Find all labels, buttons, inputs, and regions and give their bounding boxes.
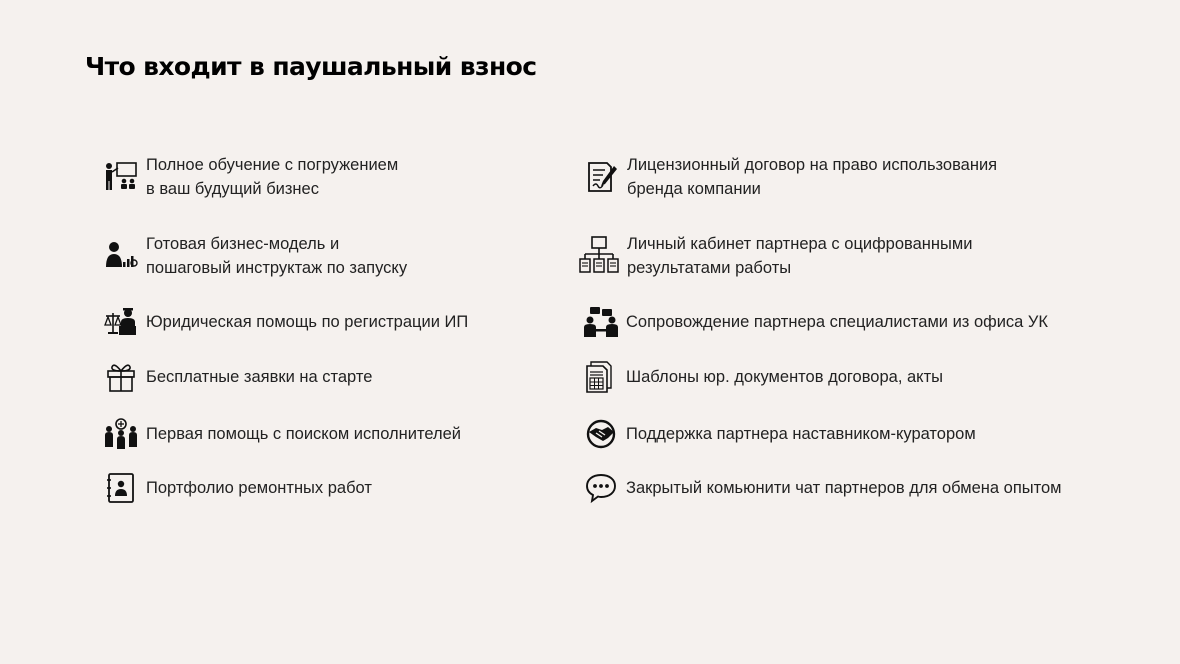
- item-label: Бесплатные заявки на старте: [146, 368, 373, 386]
- item-label-2: результатами работы: [627, 259, 792, 277]
- list-item: [104, 297, 544, 347]
- list-item: [104, 409, 544, 459]
- item-label: Сопровождение партнера специалистами из офиса УК: [626, 313, 1049, 331]
- documents-icon: [584, 360, 618, 394]
- list-item: [585, 152, 1145, 202]
- list-item: [104, 231, 544, 281]
- item-label-2: в ваш будущий бизнес: [146, 180, 319, 198]
- item-label-2: бренда компании: [627, 180, 761, 198]
- page-title: Что входит в паушальный взнос: [85, 52, 537, 81]
- consulting-icon: [584, 305, 618, 339]
- handshake-icon: [584, 417, 618, 451]
- list-item: [584, 409, 1144, 459]
- contract-icon: [585, 160, 619, 194]
- item-label: Лицензионный договор на право использования: [627, 156, 998, 174]
- item-label: Первая помощь с поиском исполнителей: [146, 425, 461, 443]
- portfolio-icon: [104, 471, 138, 505]
- gift-icon: [104, 360, 138, 394]
- list-item: [104, 152, 544, 202]
- dashboard-icon: [578, 235, 620, 277]
- item-label: Поддержка партнера наставником-куратором: [626, 425, 976, 443]
- item-label: Закрытый комьюнити чат партнеров для обмена опытом: [626, 479, 1062, 497]
- item-label: Полное обучение с погружением: [146, 156, 399, 174]
- list-item: [584, 297, 1144, 347]
- list-item: [104, 352, 544, 402]
- list-item: [578, 231, 1148, 281]
- list-item: [584, 352, 1144, 402]
- legal-icon: [104, 305, 138, 339]
- item-label: Личный кабинет партнера с оцифрованными: [627, 235, 973, 253]
- item-label-2: пошаговый инструктаж по запуску: [146, 259, 408, 277]
- list-item: [104, 463, 544, 513]
- chat-icon: [584, 471, 618, 505]
- item-label: Портфолио ремонтных работ: [146, 479, 372, 497]
- business-model-icon: [104, 239, 138, 273]
- list-item: [584, 463, 1144, 513]
- training-icon: [104, 160, 138, 194]
- item-label: Готовая бизнес-модель и: [146, 235, 340, 253]
- team-search-icon: [104, 417, 138, 451]
- item-label: Шаблоны юр. документов договора, акты: [626, 368, 943, 386]
- item-label: Юридическая помощь по регистрации ИП: [146, 313, 469, 331]
